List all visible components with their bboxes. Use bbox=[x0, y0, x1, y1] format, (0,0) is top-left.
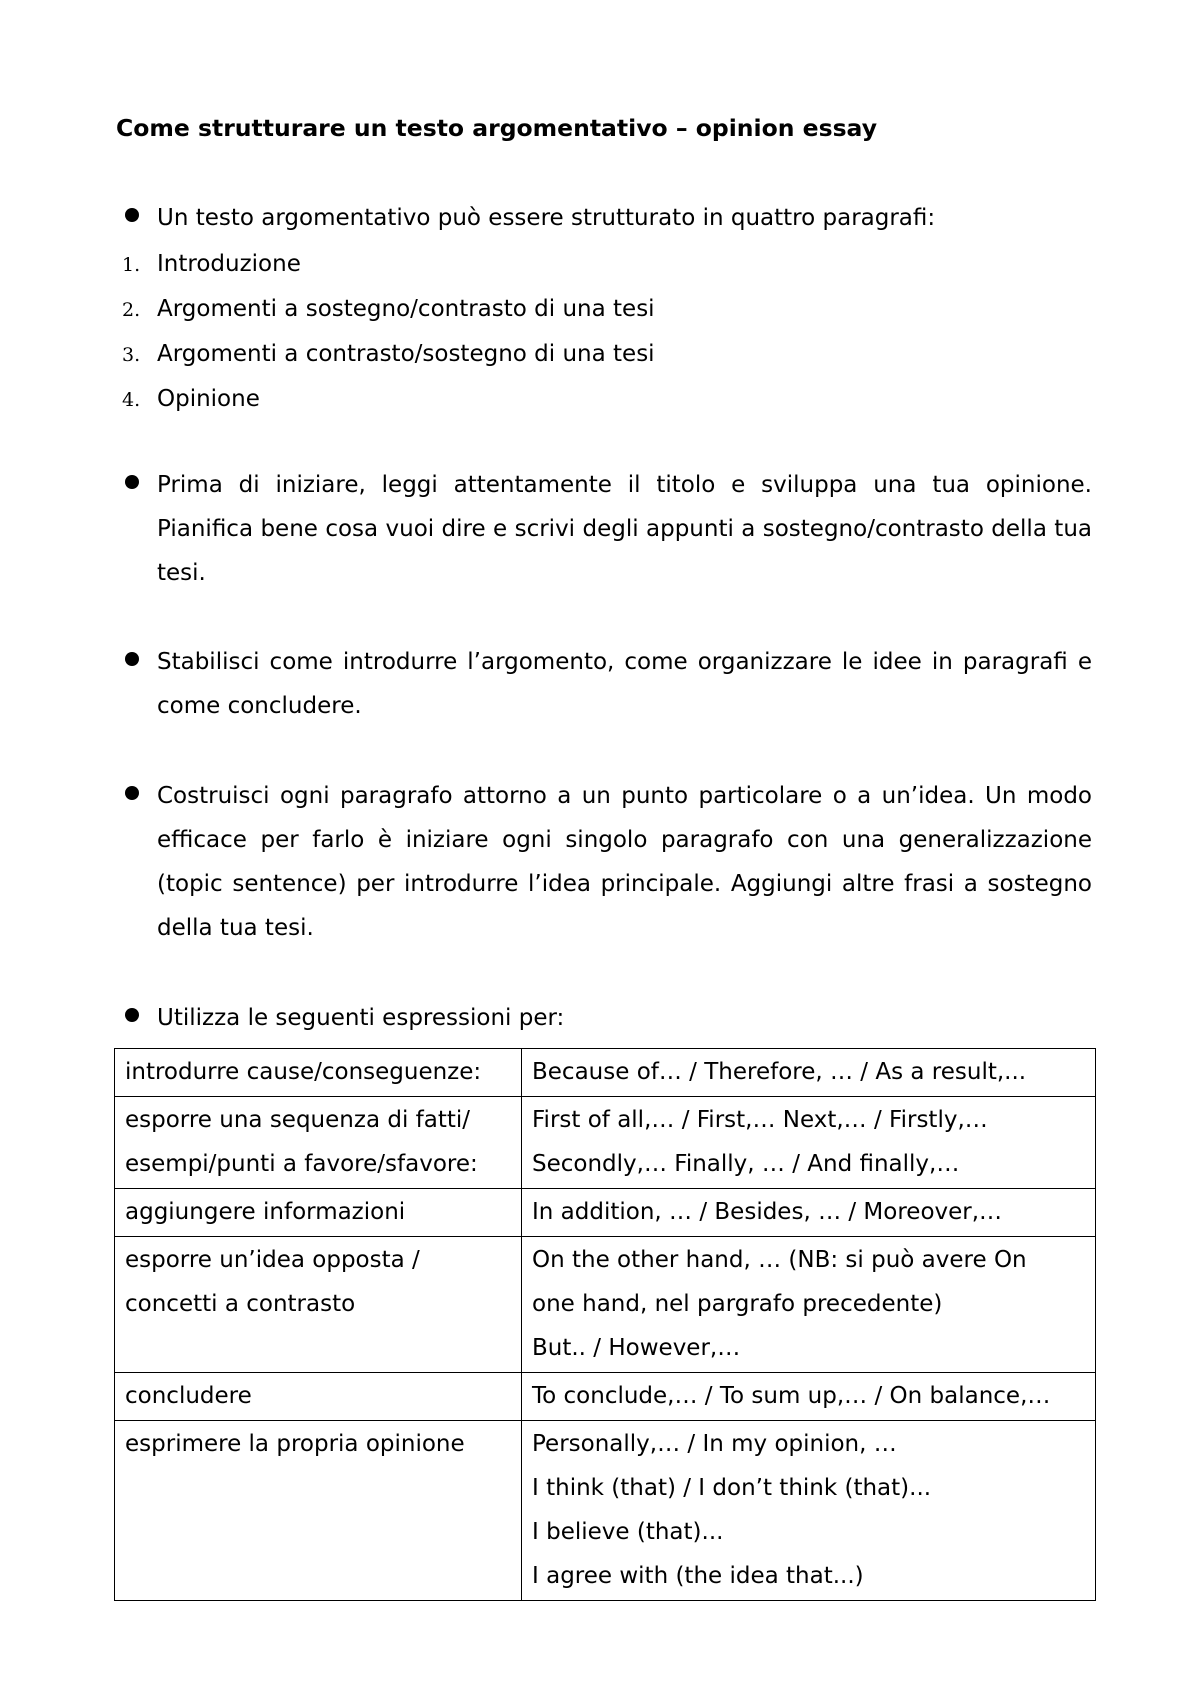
table-cell-expressions bbox=[522, 1373, 1096, 1421]
document-title: Come strutturare un testo argomentativo – opinion essay bbox=[116, 114, 878, 142]
table-cell-purpose bbox=[115, 1373, 522, 1421]
bullet-dot-icon bbox=[125, 208, 139, 222]
list-item bbox=[116, 332, 655, 377]
bullet-dot-icon bbox=[125, 652, 139, 666]
table-cell-expressions bbox=[522, 1189, 1096, 1237]
cell-line: In addition, … / Besides, … / Moreover,… bbox=[532, 1199, 1003, 1225]
cell-line: On the other hand, … (NB: si può avere On bbox=[532, 1247, 1027, 1273]
table-cell-expressions bbox=[522, 1421, 1096, 1601]
cell-line: First of all,… / First,… Next,… / Firstly,… bbox=[532, 1107, 988, 1133]
cell-line: But.. / However,… bbox=[532, 1335, 741, 1361]
list-label: Argomenti a sostegno/contrasto di una tesi bbox=[157, 296, 655, 322]
cell-line: Secondly,… Finally, … / And finally,… bbox=[532, 1151, 960, 1177]
cell-line: esporre un’idea opposta / bbox=[125, 1247, 420, 1273]
list-item bbox=[116, 242, 655, 287]
table-cell-expressions bbox=[522, 1049, 1096, 1097]
table-cell-purpose bbox=[115, 1421, 522, 1601]
table-cell-purpose bbox=[115, 1049, 522, 1097]
list-number: 3. bbox=[122, 344, 141, 366]
table-cell-expressions bbox=[522, 1097, 1096, 1189]
table-row bbox=[115, 1049, 1096, 1097]
cell-line: Personally,… / In my opinion, … bbox=[532, 1431, 897, 1457]
expressions-table bbox=[114, 1048, 1096, 1601]
bullet-dot-icon bbox=[125, 475, 139, 489]
cell-line: introdurre cause/conseguenze: bbox=[125, 1059, 482, 1085]
list-label: Introduzione bbox=[157, 251, 301, 277]
table-cell-purpose bbox=[115, 1189, 522, 1237]
table-row bbox=[115, 1373, 1096, 1421]
bullet-text: Un testo argomentativo può essere strutturato in quattro paragrafi: bbox=[157, 205, 936, 231]
table-cell-purpose bbox=[115, 1237, 522, 1373]
bullet-expressions-intro bbox=[116, 996, 1092, 1040]
table-cell-purpose bbox=[115, 1097, 522, 1189]
table-row bbox=[115, 1097, 1096, 1189]
table-row bbox=[115, 1421, 1096, 1601]
cell-line: one hand, nel pargrafo precedente) bbox=[532, 1291, 943, 1317]
cell-line: I believe (that)... bbox=[532, 1519, 724, 1545]
bullet-dot-icon bbox=[125, 1008, 139, 1022]
list-number: 2. bbox=[122, 299, 141, 321]
cell-line: concetti a contrasto bbox=[125, 1291, 356, 1317]
numbered-list bbox=[116, 242, 655, 422]
cell-line: concludere bbox=[125, 1383, 252, 1409]
cell-line: To conclude,… / To sum up,… / On balance,… bbox=[532, 1383, 1051, 1409]
table-row bbox=[115, 1237, 1096, 1373]
table-cell-expressions bbox=[522, 1237, 1096, 1373]
bullet-text: Costruisci ogni paragrafo attorno a un punto particolare o a un’idea. Un modo efficace per farlo è iniziare ogni singolo paragrafo con una generalizzazione (topic sentence) per introdurre l’idea principale. Aggiungi altre frasi a sostegno della tua tesi. bbox=[157, 783, 1092, 941]
bullet-dot-icon bbox=[125, 786, 139, 800]
cell-line: I agree with (the idea that...) bbox=[532, 1563, 864, 1589]
bullet-paragraph-building bbox=[116, 774, 1092, 950]
bullet-organization bbox=[116, 640, 1092, 728]
list-number: 4. bbox=[122, 389, 141, 411]
cell-line: Because of… / Therefore, … / As a result,... bbox=[532, 1059, 1027, 1085]
bullet-planning bbox=[116, 463, 1092, 595]
list-label: Opinione bbox=[157, 386, 260, 412]
cell-line: esprimere la propria opinione bbox=[125, 1431, 465, 1457]
list-item bbox=[116, 377, 655, 422]
bullet-text: Stabilisci come introdurre l’argomento, come organizzare le idee in paragrafi e come concludere. bbox=[157, 649, 1092, 719]
cell-line: aggiungere informazioni bbox=[125, 1199, 406, 1225]
bullet-text: Utilizza le seguenti espressioni per: bbox=[157, 1005, 565, 1031]
list-label: Argomenti a contrasto/sostegno di una tesi bbox=[157, 341, 655, 367]
table-row bbox=[115, 1189, 1096, 1237]
bullet-text: Prima di iniziare, leggi attentamente il titolo e sviluppa una tua opinione. Pianifica bene cosa vuoi dire e scrivi degli appunti a sostegno/contrasto della tua tesi. bbox=[157, 472, 1092, 586]
list-number: 1. bbox=[122, 254, 141, 276]
cell-line: I think (that) / I don’t think (that)... bbox=[532, 1475, 932, 1501]
bullet-paragraph-structure bbox=[116, 196, 1092, 240]
cell-line: esporre una sequenza di fatti/ bbox=[125, 1107, 471, 1133]
cell-line: esempi/punti a favore/sfavore: bbox=[125, 1151, 478, 1177]
list-item bbox=[116, 287, 655, 332]
